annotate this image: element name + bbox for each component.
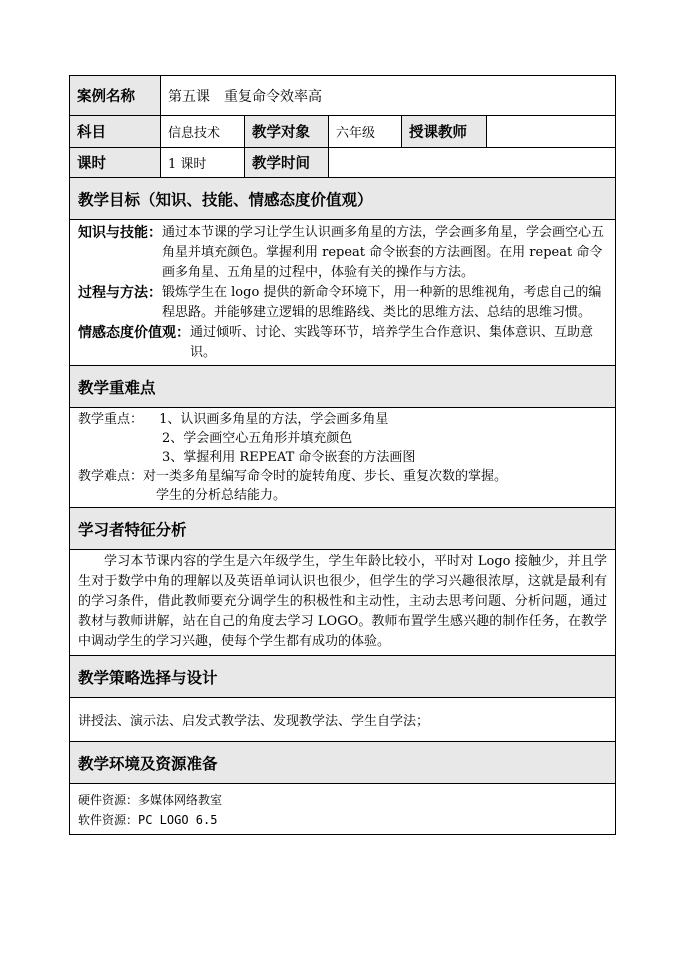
case-name-row: [70, 76, 616, 116]
strategy-text: 讲授法、演示法、启发式教学法、发现教学法、学生自学法；: [70, 698, 616, 742]
strategy-heading: 教学策略选择与设计: [70, 656, 616, 698]
hours-row: [70, 148, 616, 178]
difficulty-line: [78, 467, 607, 486]
time-value: [329, 148, 616, 178]
teacher-label: 授课教师: [402, 116, 487, 148]
subject-value: 信息技术: [161, 116, 245, 148]
learner-body-row: [70, 550, 616, 656]
focus-item-3: 3、掌握利用 REPEAT 命令嵌套的方法画图: [162, 450, 416, 465]
emotion-paragraph: [78, 323, 607, 363]
hours-value: 1 课时: [161, 148, 245, 178]
software-line: 软件资源：PC LOGO 6.5: [78, 813, 218, 827]
knowledge-label: 知识与技能：: [78, 225, 162, 241]
subject-row: [70, 116, 616, 148]
subject-label: 科目: [70, 116, 161, 148]
environment-body: [70, 784, 616, 835]
lesson-plan-table: [69, 75, 616, 835]
lesson-plan: [69, 75, 615, 835]
difficulty-label: 教学难点：: [78, 469, 144, 484]
case-name-value: 第五课 重复命令效率高: [161, 76, 616, 116]
learner-text: 学习本节课内容的学生是六年级学生，学生年龄比较小，平时对 Logo 接触少，并且学生对于数学中角的理解以及英语单词认识也很少，但学生的学习兴趣很浓厚，这就是最利有的学习条件，借此教师要充分调学生的积极性和主动性，主动去思考问题、分析问题，通过教材与教师讲解，站在自己的角度去学习 LOGO。教师布置学生感兴趣的制作任务，在教学中调动学生的学习兴趣，使每个学生都有成功的体验。: [70, 550, 616, 656]
learner-heading: 学习者特征分析: [70, 508, 616, 550]
key-points-heading-row: [70, 366, 616, 408]
audience-value: 六年级: [329, 116, 402, 148]
goals-heading: 教学目标（知识、技能、情感态度价值观）: [70, 178, 616, 220]
key-points-body-row: [70, 408, 616, 508]
goals-body: [70, 220, 616, 366]
emotion-text: 通过倾听、讨论、实践等环节，培养学生合作意识、集体意识、互助意识。: [190, 325, 594, 360]
hours-label: 课时: [70, 148, 161, 178]
process-label: 过程与方法：: [78, 285, 162, 301]
time-label: 教学时间: [245, 148, 329, 178]
emotion-label: 情感态度价值观：: [78, 325, 190, 341]
knowledge-paragraph: [78, 223, 607, 283]
environment-heading: 教学环境及资源准备: [70, 742, 616, 784]
goals-heading-row: [70, 178, 616, 220]
difficulty-text: 对一类多角星编写命令时的旋转角度、步长、重复次数的掌握。: [143, 469, 508, 484]
strategy-body-row: [70, 698, 616, 742]
hardware-line: 硬件资源：多媒体网络教室: [78, 793, 223, 807]
key-points-heading: 教学重难点: [70, 366, 616, 408]
process-text: 锻炼学生在 logo 提供的新命令环境下，用一种新的思维视角，考虑自己的编程思路。并能够建立逻辑的思维路线、类比的思维方法、总结的思维习惯。: [162, 285, 602, 320]
focus-item-2: 2、学会画空心五角形并填充颜色: [162, 431, 353, 446]
focus-line-1: [78, 410, 607, 429]
focus-item-1: 1、认识画多角星的方法，学会画多角星: [159, 412, 389, 427]
key-points-body: [70, 408, 616, 508]
audience-label: 教学对象: [245, 116, 329, 148]
strategy-heading-row: [70, 656, 616, 698]
learner-heading-row: [70, 508, 616, 550]
environment-body-row: [70, 784, 616, 835]
process-paragraph: [78, 283, 607, 323]
focus-label: 教学重点：: [78, 412, 144, 427]
case-name-label: 案例名称: [70, 76, 161, 116]
knowledge-text: 通过本节课的学习让学生认识画多角星的方法，学会画多角星，学会画空心五角星并填充颜色。掌握利用 repeat 命令嵌套的方法画图。在用 repeat 命令画多角星、五角星的过程中，体验有关的操作与方法。: [162, 225, 605, 280]
difficulty-text-2: 学生的分析总结能力。: [156, 488, 287, 503]
environment-heading-row: [70, 742, 616, 784]
goals-body-row: [70, 220, 616, 366]
teacher-value: [487, 116, 616, 148]
